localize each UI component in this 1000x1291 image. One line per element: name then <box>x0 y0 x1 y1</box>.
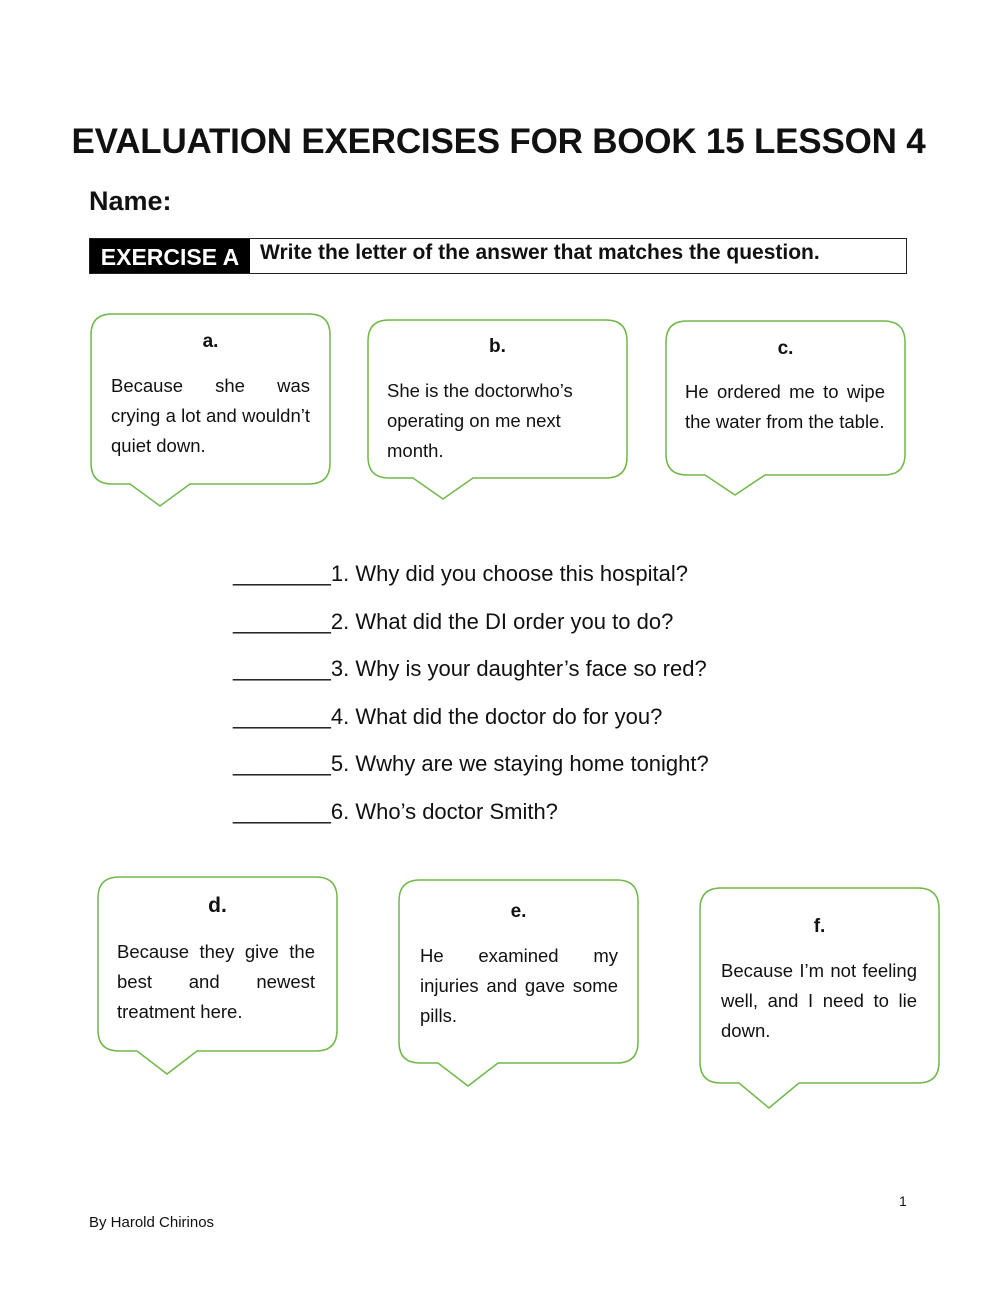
name-label: Name: <box>89 186 172 216</box>
question-text: 4. What did the doctor do for you? <box>330 703 663 729</box>
answer-letter-b: b. <box>489 336 506 357</box>
exercise-tag: EXERCISE A <box>90 239 250 273</box>
exercise-header <box>89 238 907 274</box>
answer-blank[interactable]: ________ <box>233 561 331 586</box>
answer-bubble-d <box>97 876 338 1075</box>
answer-letter-d: d. <box>208 894 227 917</box>
answer-text-c: He ordered me to wipe the water from the table. <box>685 381 885 432</box>
answer-blank[interactable]: ________ <box>233 608 331 634</box>
question-item <box>233 605 709 653</box>
question-text: 3. Why is your daughter’s face so red? <box>330 656 707 681</box>
question-text: 1. Why did you choose this hospital? <box>330 561 688 586</box>
answer-text-a: Because she was crying a lot and wouldn’t quiet down. <box>111 375 310 456</box>
exercise-instruction: Write the letter of the answer that matches the question. <box>260 241 820 264</box>
question-text: 5. Wwhy are we staying home tonight? <box>330 751 709 776</box>
answer-text-b: She is the doctorwho’s operating on me next month. <box>387 380 573 461</box>
question-item <box>233 557 709 605</box>
answer-text-e: He examined my injuries and gave some pills. <box>420 945 618 1026</box>
question-item <box>233 700 709 748</box>
answer-bubble-f <box>699 887 940 1109</box>
question-text: 6. Who’s doctor Smith? <box>330 798 558 824</box>
answer-letter-c: c. <box>777 338 794 359</box>
question-item <box>233 652 709 700</box>
question-item <box>233 795 709 843</box>
page-title: EVALUATION EXERCISES FOR BOOK 15 LESSON 4 <box>71 122 926 161</box>
answer-text-f: Because I’m not feeling well, and I need to lie down. <box>721 960 917 1041</box>
answer-letter-e: e. <box>510 901 527 922</box>
question-item <box>233 747 709 795</box>
answer-blank[interactable]: ________ <box>233 656 331 681</box>
page-number: 1 <box>899 1193 907 1209</box>
answer-blank[interactable]: ________ <box>233 751 331 776</box>
author-credit: By Harold Chirinos <box>89 1214 215 1231</box>
answer-letter-f: f. <box>813 916 826 937</box>
question-text: 2. What did the DI order you to do? <box>330 608 674 634</box>
answer-blank[interactable]: ________ <box>233 798 331 824</box>
answer-bubble-e <box>398 879 639 1087</box>
question-list <box>233 557 709 842</box>
answer-bubble-c <box>665 320 906 496</box>
answer-bubble-a <box>90 313 331 506</box>
answer-blank[interactable]: ________ <box>233 703 331 729</box>
answer-bubble-b <box>367 319 628 500</box>
answer-letter-a: a. <box>202 331 219 352</box>
answer-text-d: Because they give the best and newest treatment here. <box>117 941 315 1022</box>
